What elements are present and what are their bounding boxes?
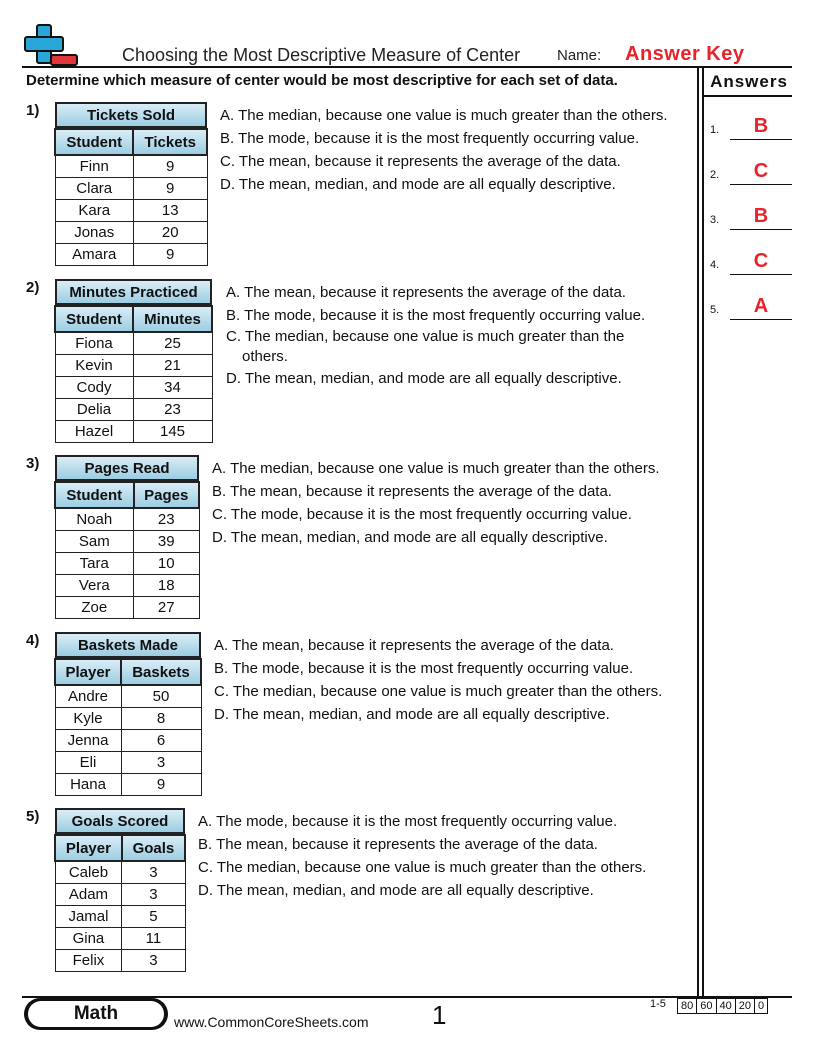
table-row <box>55 861 185 883</box>
table-cell: Kevin <box>55 354 133 376</box>
table-row <box>55 199 207 221</box>
column-divider <box>702 68 704 996</box>
table-row <box>55 354 212 376</box>
score-box: 20 <box>735 998 755 1014</box>
table-cell: Noah <box>55 508 134 530</box>
table-row <box>55 729 201 751</box>
answer-line <box>730 274 792 275</box>
table-cell: 9 <box>133 177 207 199</box>
table-cell: Jamal <box>55 905 122 927</box>
table-row <box>55 949 185 971</box>
table-row <box>55 376 212 398</box>
table-cell: 10 <box>134 552 199 574</box>
problem-number: 1) <box>26 102 40 119</box>
table-row <box>55 905 185 927</box>
column-header: Pages <box>134 482 199 508</box>
choice-a: A. The median, because one value is much greater than the others. <box>220 107 668 124</box>
choice-d: D. The mean, median, and mode are all equally descriptive. <box>214 706 610 723</box>
table-cell: 3 <box>121 751 201 773</box>
choice-d: D. The mean, median, and mode are all equally descriptive. <box>198 882 594 899</box>
column-header: Student <box>55 482 134 508</box>
column-header: Student <box>55 129 133 155</box>
choice-c: C. The mode, because it is the most frequently occurring value. <box>212 506 632 523</box>
table-caption: Minutes Practiced <box>55 279 212 305</box>
table-row <box>55 530 199 552</box>
table-cell: 9 <box>133 243 207 265</box>
choice-d: D. The mean, median, and mode are all equally descriptive. <box>226 370 622 387</box>
answer-line <box>730 229 792 230</box>
table-row <box>55 552 199 574</box>
answer-number: 5. <box>710 304 720 316</box>
data-table <box>54 102 208 266</box>
table-cell: 8 <box>121 707 201 729</box>
table-row <box>55 221 207 243</box>
problem-number: 4) <box>26 632 40 649</box>
table-row <box>55 596 199 618</box>
subject-badge <box>24 998 168 1030</box>
column-divider <box>697 68 699 996</box>
score-box: 80 <box>677 998 697 1014</box>
column-header: Student <box>55 306 133 332</box>
column-header: Goals <box>122 835 185 861</box>
header-divider <box>22 66 792 68</box>
table-caption: Pages Read <box>55 455 199 481</box>
table-cell: Andre <box>55 685 121 707</box>
answer-choices <box>214 634 662 726</box>
table-row <box>55 574 199 596</box>
choice-b: B. The mode, because it is the most frequently occurring value. <box>214 660 634 677</box>
choice-b: B. The mode, because it is the most frequently occurring value. <box>226 307 646 324</box>
logo-icon <box>24 24 80 68</box>
table-cell: Hazel <box>55 420 133 442</box>
table-cell: 5 <box>122 905 185 927</box>
choice-a: A. The mode, because it is the most frequently occurring value. <box>198 813 618 830</box>
choice-b: B. The mode, because it is the most frequently occurring value. <box>220 130 640 147</box>
table-cell: 11 <box>122 927 185 949</box>
answer-number: 3. <box>710 214 720 226</box>
problem-number: 2) <box>26 279 40 296</box>
table-cell: Felix <box>55 949 122 971</box>
table-cell: Delia <box>55 398 133 420</box>
table-cell: 18 <box>134 574 199 596</box>
answer-value: B <box>753 205 769 227</box>
answer-choices <box>220 104 668 196</box>
choice-c: C. The median, because one value is much greater than the others. <box>214 683 663 700</box>
answers-title: Answers <box>710 72 788 91</box>
table-cell: 3 <box>122 883 185 905</box>
answer-value: A <box>753 295 769 317</box>
choice-c: C. The median, because one value is much greater than the others. <box>198 859 647 876</box>
score-box: 60 <box>696 998 716 1014</box>
table-row <box>55 420 212 442</box>
answer-line <box>730 139 792 140</box>
table-cell: 25 <box>133 332 212 354</box>
problem-number: 5) <box>26 808 40 825</box>
subject-label: Math <box>28 1001 164 1027</box>
table-cell: 9 <box>121 773 201 795</box>
problem-number: 3) <box>26 455 40 472</box>
table-cell: Jonas <box>55 221 133 243</box>
answer-choices <box>212 457 660 549</box>
choice-a: A. The mean, because it represents the average of the data. <box>214 637 614 654</box>
table-cell: 145 <box>133 420 212 442</box>
answer-key-label: Answer Key <box>625 43 745 65</box>
table-cell: 34 <box>133 376 212 398</box>
website-link[interactable]: www.CommonCoreSheets.com <box>174 1014 369 1030</box>
answer-line <box>730 319 792 320</box>
table-cell: 27 <box>134 596 199 618</box>
table-cell: Sam <box>55 530 134 552</box>
answer-choices <box>226 281 645 390</box>
score-box: 0 <box>754 998 768 1014</box>
table-cell: Kara <box>55 199 133 221</box>
table-cell: 9 <box>133 155 207 177</box>
table-caption: Goals Scored <box>55 808 185 834</box>
table-caption: Baskets Made <box>55 632 201 658</box>
choice-b: B. The mean, because it represents the average of the data. <box>198 836 598 853</box>
table-cell: 23 <box>134 508 199 530</box>
answer-choices <box>198 810 646 902</box>
table-cell: Fiona <box>55 332 133 354</box>
column-header: Player <box>55 659 121 685</box>
answer-row <box>710 116 792 140</box>
column-header: Minutes <box>133 306 212 332</box>
name-label: Name: <box>557 47 602 64</box>
table-cell: Jenna <box>55 729 121 751</box>
table-cell: Zoe <box>55 596 134 618</box>
table-row <box>55 685 201 707</box>
choice-d: D. The mean, median, and mode are all equally descriptive. <box>220 176 616 193</box>
table-cell: Eli <box>55 751 121 773</box>
table-row <box>55 707 201 729</box>
table-cell: 39 <box>134 530 199 552</box>
instructions: Determine which measure of center would be most descriptive for each set of data. <box>26 72 618 89</box>
table-cell: Amara <box>55 243 133 265</box>
table-cell: 23 <box>133 398 212 420</box>
answer-line <box>730 184 792 185</box>
choice-c: C. The median, because one value is much greater than the <box>226 328 625 345</box>
table-cell: Hana <box>55 773 121 795</box>
choice-c: C. The mean, because it represents the average of the data. <box>220 153 621 170</box>
table-row <box>55 751 201 773</box>
table-row <box>55 398 212 420</box>
answer-row <box>710 206 792 230</box>
answer-value: C <box>753 250 769 272</box>
answers-title-underline <box>704 95 792 97</box>
table-cell: Adam <box>55 883 122 905</box>
table-cell: Gina <box>55 927 122 949</box>
table-row <box>55 332 212 354</box>
score-box: 40 <box>716 998 736 1014</box>
table-cell: Clara <box>55 177 133 199</box>
data-table <box>54 632 202 796</box>
table-cell: Tara <box>55 552 134 574</box>
answer-row <box>710 161 792 185</box>
table-cell: 21 <box>133 354 212 376</box>
table-row <box>55 177 207 199</box>
table-cell: Vera <box>55 574 134 596</box>
answer-value: C <box>753 160 769 182</box>
data-table <box>54 279 213 443</box>
choice-b: B. The mean, because it represents the average of the data. <box>212 483 612 500</box>
choice-c-continued: others. <box>242 348 288 365</box>
answer-row <box>710 296 792 320</box>
table-caption: Tickets Sold <box>55 102 207 128</box>
table-cell: 3 <box>122 949 185 971</box>
table-cell: Kyle <box>55 707 121 729</box>
answer-number: 2. <box>710 169 720 181</box>
table-cell: Finn <box>55 155 133 177</box>
answer-number: 4. <box>710 259 720 271</box>
answer-number: 1. <box>710 124 720 136</box>
table-row <box>55 508 199 530</box>
score-range: 1-5 <box>650 998 666 1010</box>
page-number: 1 <box>432 1000 447 1030</box>
column-header: Player <box>55 835 122 861</box>
score-boxes <box>678 998 768 1014</box>
table-row <box>55 773 201 795</box>
column-header: Tickets <box>133 129 207 155</box>
table-cell: 6 <box>121 729 201 751</box>
worksheet-title: Choosing the Most Descriptive Measure of Center <box>122 45 521 65</box>
answer-row <box>710 251 792 275</box>
table-cell: 50 <box>121 685 201 707</box>
answer-value: B <box>753 115 769 137</box>
table-row <box>55 155 207 177</box>
data-table <box>54 808 186 972</box>
table-cell: 20 <box>133 221 207 243</box>
table-cell: Caleb <box>55 861 122 883</box>
choice-d: D. The mean, median, and mode are all equally descriptive. <box>212 529 608 546</box>
data-table <box>54 455 200 619</box>
table-row <box>55 243 207 265</box>
table-row <box>55 883 185 905</box>
table-cell: 13 <box>133 199 207 221</box>
table-row <box>55 927 185 949</box>
column-header: Baskets <box>121 659 201 685</box>
choice-a: A. The mean, because it represents the average of the data. <box>226 284 626 301</box>
table-cell: Cody <box>55 376 133 398</box>
choice-a: A. The median, because one value is much greater than the others. <box>212 460 660 477</box>
table-cell: 3 <box>122 861 185 883</box>
